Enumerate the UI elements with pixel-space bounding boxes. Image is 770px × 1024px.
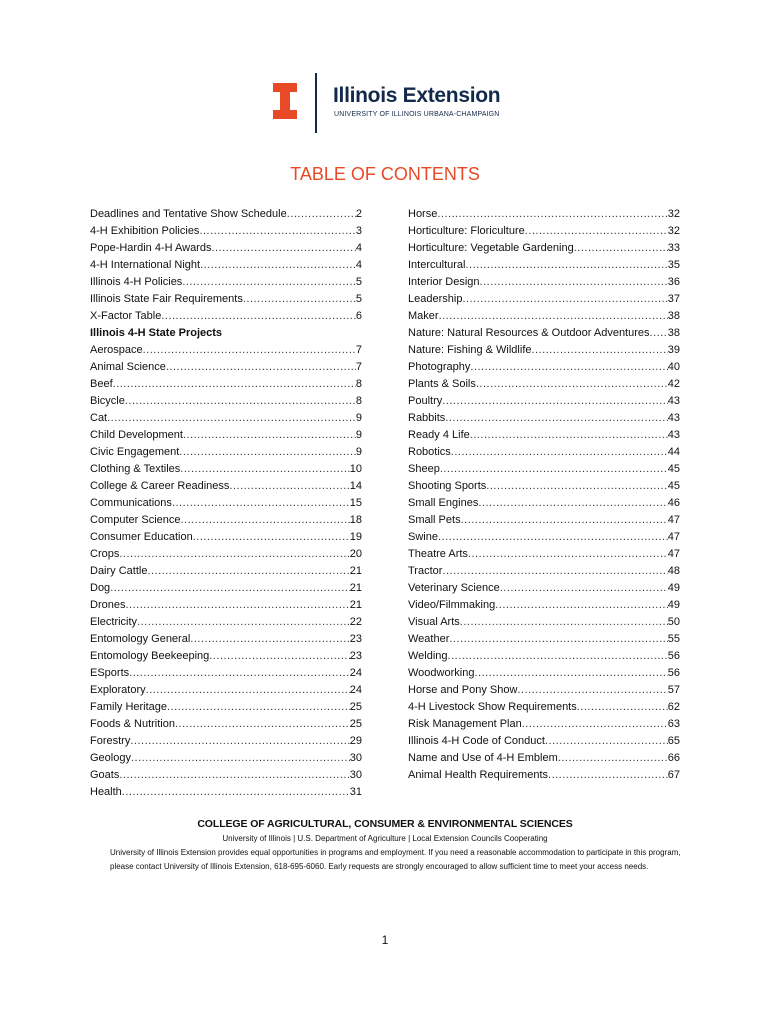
dot-leader	[558, 750, 668, 767]
dot-leader	[449, 631, 667, 648]
toc-entry[interactable]	[408, 223, 680, 240]
toc-entry[interactable]	[408, 750, 680, 767]
toc-entry-page: 36	[667, 276, 680, 288]
page-number: 1	[381, 933, 389, 947]
toc-entry-page: 43	[667, 395, 680, 407]
toc-entry-page: 57	[667, 684, 680, 696]
toc-entry-page: 37	[667, 293, 680, 305]
brand-name: Illinois Extension	[333, 84, 501, 107]
dot-leader	[461, 512, 668, 529]
toc-entry-page: 67	[667, 769, 680, 781]
toc-entry-page: 4	[355, 259, 362, 271]
dot-leader	[182, 274, 356, 291]
toc-entry[interactable]	[90, 376, 362, 393]
toc-entry-label: Weather	[408, 633, 450, 645]
toc-entry[interactable]	[408, 512, 680, 529]
toc-entry-label: Dog	[90, 582, 111, 594]
toc-entry-label: Name and Use of 4-H Emblem	[408, 752, 558, 764]
toc-entry-label: Animal Health Requirements	[408, 769, 549, 781]
toc-entry-page: 7	[355, 361, 362, 373]
dot-leader	[468, 546, 668, 563]
page-title: TABLE OF CONTENTS	[290, 164, 480, 184]
toc-entry-page: 5	[355, 293, 362, 305]
toc-entry-page: 47	[667, 531, 680, 543]
toc-entry-page: 56	[667, 650, 680, 662]
dot-leader	[532, 342, 668, 359]
dot-leader	[172, 495, 350, 512]
dot-leader	[211, 240, 355, 257]
dot-leader	[125, 597, 349, 614]
dot-leader	[480, 274, 668, 291]
toc-entry-label: Horticulture: Floriculture	[408, 225, 525, 237]
toc-entry[interactable]	[90, 444, 362, 461]
toc-entry-label: Robotics	[408, 446, 451, 458]
toc-entry-page: 45	[667, 463, 680, 475]
toc-entry[interactable]	[90, 223, 362, 240]
dot-leader	[209, 648, 350, 665]
toc-entry[interactable]	[90, 427, 362, 444]
dot-leader	[495, 597, 668, 614]
toc-entry-page: 18	[349, 514, 362, 526]
toc-entry[interactable]	[408, 614, 680, 631]
toc-entry[interactable]	[408, 733, 680, 750]
toc-entry[interactable]	[90, 563, 362, 580]
toc-entry-label: Theatre Arts	[408, 548, 468, 560]
dot-leader	[548, 767, 668, 784]
dot-leader	[522, 716, 668, 733]
toc-entry-label: Interior Design	[408, 276, 480, 288]
toc-entry-label: Cat	[90, 412, 108, 424]
dot-leader	[183, 427, 356, 444]
toc-right-column	[408, 206, 680, 784]
toc-entry[interactable]	[90, 206, 362, 223]
dot-leader	[545, 733, 668, 750]
dot-leader	[166, 359, 356, 376]
toc-entry-label: Horse	[408, 208, 438, 220]
dot-leader	[161, 308, 356, 325]
toc-entry[interactable]	[90, 342, 362, 359]
toc-entry-page: 63	[667, 718, 680, 730]
dot-leader	[119, 546, 349, 563]
toc-entry-page: 43	[667, 429, 680, 441]
toc-entry-label: Electricity	[90, 616, 138, 628]
toc-entry-label: Consumer Education	[90, 531, 193, 543]
toc-entry-label: Horse and Pony Show	[408, 684, 518, 696]
toc-entry-page: 43	[667, 412, 680, 424]
dot-leader	[500, 580, 668, 597]
toc-entry-label: 4-H Livestock Show Requirements	[408, 701, 577, 713]
toc-entry[interactable]	[408, 716, 680, 733]
toc-entry-label: Poultry	[408, 395, 443, 407]
toc-entry-page: 8	[355, 378, 362, 390]
toc-entry-page: 5	[355, 276, 362, 288]
dot-leader	[525, 223, 668, 240]
toc-entry-label: Child Development	[90, 429, 183, 441]
toc-entry-label: Leadership	[408, 293, 463, 305]
toc-entry[interactable]	[408, 325, 680, 342]
toc-entry-label: Goats	[90, 769, 120, 781]
dot-leader	[478, 495, 667, 512]
toc-entry-label: Drones	[90, 599, 126, 611]
toc-entry-page: 23	[349, 650, 362, 662]
logo-divider	[315, 73, 317, 133]
toc-entry[interactable]	[408, 461, 680, 478]
toc-entry[interactable]	[90, 359, 362, 376]
toc-entry[interactable]	[408, 359, 680, 376]
toc-entry-label: Horticulture: Vegetable Gardening	[408, 242, 574, 254]
toc-entry-page: 40	[667, 361, 680, 373]
toc-entry-label: Veterinary Science	[408, 582, 500, 594]
dot-leader	[486, 478, 667, 495]
dot-leader	[200, 257, 356, 274]
toc-entry-page: 48	[667, 565, 680, 577]
dot-leader	[470, 427, 668, 444]
toc-entry-label: Forestry	[90, 735, 131, 747]
dot-leader	[470, 359, 667, 376]
toc-entry-page: 25	[349, 718, 362, 730]
toc-entry-page: 20	[349, 548, 362, 560]
toc-entry-page: 56	[667, 667, 680, 679]
toc-entry-label: Health	[90, 786, 122, 798]
toc-entry-page: 66	[667, 752, 680, 764]
dot-leader	[122, 784, 350, 801]
toc-entry[interactable]	[90, 240, 362, 257]
toc-entry-label: Visual Arts	[408, 616, 460, 628]
dot-leader	[460, 614, 668, 631]
toc-entry-label: Ready 4 Life	[408, 429, 470, 441]
toc-entry[interactable]	[408, 342, 680, 359]
toc-entry-page: 21	[349, 582, 362, 594]
dot-leader	[119, 767, 349, 784]
toc-entry-label: Swine	[408, 531, 438, 543]
toc-entry-page: 9	[355, 446, 362, 458]
dot-leader	[451, 444, 668, 461]
toc-entry[interactable]	[90, 631, 362, 648]
toc-entry-label: Tractor	[408, 565, 443, 577]
dot-leader	[179, 444, 356, 461]
toc-entry-page: 9	[355, 429, 362, 441]
toc-entry[interactable]	[408, 257, 680, 274]
toc-entry[interactable]	[90, 308, 362, 325]
toc-entry-label: Shooting Sports	[408, 480, 487, 492]
dot-leader	[474, 665, 667, 682]
dot-leader	[442, 393, 668, 410]
toc-entry-label: College & Career Readiness	[90, 480, 230, 492]
toc-entry-page: 47	[667, 514, 680, 526]
toc-entry[interactable]	[408, 682, 680, 699]
toc-entry-label: Communications	[90, 497, 172, 509]
toc-entry-page: 45	[667, 480, 680, 492]
dot-leader	[113, 376, 356, 393]
toc-entry[interactable]	[90, 410, 362, 427]
toc-entry-label: 4-H International Night	[90, 259, 201, 271]
toc-entry[interactable]	[408, 529, 680, 546]
toc-entry-page: 42	[667, 378, 680, 390]
toc-entry-page: 21	[349, 599, 362, 611]
toc-entry-page: 38	[667, 310, 680, 322]
footer-note: University of Illinois Extension provides equal opportunities in programs and employment. If you need a reasonable accommodation to participate in this program, please contact University of Illinois Extension, 618-695-6060. Early requests are strongly encouraged to allow sufficient time to meet your access needs.	[110, 848, 681, 871]
dot-leader	[199, 223, 355, 240]
toc-entry-page: 38	[667, 327, 680, 339]
dot-leader	[229, 478, 349, 495]
toc-entry-page: 39	[667, 344, 680, 356]
toc-entry-page: 19	[349, 531, 362, 543]
toc-entry[interactable]	[90, 648, 362, 665]
toc-entry-label: Nature: Natural Resources & Outdoor Adventures	[408, 327, 650, 339]
toc-entry-page: 22	[349, 616, 362, 628]
toc-entry[interactable]	[90, 274, 362, 291]
dot-leader	[437, 206, 667, 223]
toc-entry-label: Exploratory	[90, 684, 146, 696]
toc-entry-label: Illinois 4-H Policies	[90, 276, 183, 288]
dot-leader	[180, 461, 349, 478]
toc-entry[interactable]	[408, 240, 680, 257]
dot-leader	[193, 529, 350, 546]
toc-entry-label: ESports	[90, 667, 130, 679]
dot-leader	[440, 461, 668, 478]
toc-entry-label: Aerospace	[90, 344, 143, 356]
toc-entry-label: Computer Science	[90, 514, 181, 526]
toc-entry-page: 25	[349, 701, 362, 713]
toc-entry[interactable]	[408, 291, 680, 308]
toc-entry-page: 10	[349, 463, 362, 475]
footer-heading: COLLEGE OF AGRICULTURAL, CONSUMER & ENVIRONMENTAL SCIENCES	[197, 818, 573, 830]
toc-entry-label: Small Engines	[408, 497, 479, 509]
toc-entry-page: 8	[355, 395, 362, 407]
toc-entry[interactable]	[408, 478, 680, 495]
dot-leader	[445, 410, 667, 427]
dot-leader	[287, 206, 356, 223]
dot-leader	[130, 733, 349, 750]
toc-entry[interactable]	[90, 495, 362, 512]
toc-entry-page: 7	[355, 344, 362, 356]
toc-entry-page: 23	[349, 633, 362, 645]
toc-entry-page: 32	[667, 225, 680, 237]
toc-entry-page: 9	[355, 412, 362, 424]
toc-entry[interactable]	[408, 580, 680, 597]
toc-entry-page: 50	[667, 616, 680, 628]
dot-leader	[465, 257, 667, 274]
toc-entry[interactable]	[408, 393, 680, 410]
dot-leader	[574, 240, 668, 257]
toc-entry-label: Deadlines and Tentative Show Schedule	[90, 208, 287, 220]
toc-entry-page: 35	[667, 259, 680, 271]
toc-entry-page: 32	[667, 208, 680, 220]
dot-leader	[131, 750, 350, 767]
toc-left-column	[90, 206, 362, 801]
toc-entry-page: 4	[355, 242, 362, 254]
dot-leader	[190, 631, 349, 648]
dot-leader	[137, 614, 350, 631]
toc-entry-label: Rabbits	[408, 412, 446, 424]
toc-entry-label: Woodworking	[408, 667, 475, 679]
toc-entry[interactable]	[408, 444, 680, 461]
toc-entry[interactable]	[90, 614, 362, 631]
toc-entry-page: 24	[349, 667, 362, 679]
toc-entry[interactable]	[408, 274, 680, 291]
toc-entry[interactable]	[408, 546, 680, 563]
toc-entry-label: Foods & Nutrition	[90, 718, 175, 730]
toc-entry[interactable]	[90, 716, 362, 733]
toc-entry[interactable]	[408, 410, 680, 427]
dot-leader	[125, 393, 356, 410]
dot-leader	[517, 682, 667, 699]
toc-entry[interactable]	[90, 784, 362, 801]
toc-entry-label: Family Heritage	[90, 701, 168, 713]
toc-entry-label: 4-H Exhibition Policies	[90, 225, 200, 237]
toc-entry[interactable]	[408, 597, 680, 614]
brand-subtitle: UNIVERSITY OF ILLINOIS URBANA-CHAMPAIGN	[334, 111, 500, 118]
toc-entry-page: 21	[349, 565, 362, 577]
toc-entry-page: 31	[349, 786, 362, 798]
toc-entry-label: Plants & Soils	[408, 378, 476, 390]
toc-entry-label: Intercultural	[408, 259, 466, 271]
toc-entry[interactable]	[408, 376, 680, 393]
toc-entry-label: X-Factor Table	[90, 310, 162, 322]
toc-entry[interactable]	[90, 597, 362, 614]
toc-entry-label: Beef	[90, 378, 113, 390]
toc-entry[interactable]	[408, 495, 680, 512]
dot-leader	[439, 308, 668, 325]
toc-entry-label: Crops	[90, 548, 120, 560]
toc-entry[interactable]	[90, 665, 362, 682]
toc-entry-label: Risk Management Plan	[408, 718, 522, 730]
toc-entry-label: Clothing & Textiles	[90, 463, 181, 475]
toc-entry-page: 6	[355, 310, 362, 322]
toc-entry[interactable]	[90, 750, 362, 767]
dot-leader	[650, 325, 668, 342]
toc-entry-page: 49	[667, 599, 680, 611]
toc-entry-label: Video/Filmmaking	[408, 599, 496, 611]
toc-entry-label: Entomology Beekeeping	[90, 650, 210, 662]
block-i-icon	[273, 83, 297, 119]
toc-entry-label: Welding	[408, 650, 448, 662]
dot-leader	[175, 716, 350, 733]
toc-entry-page: 2	[355, 208, 362, 220]
toc-entry-label: Illinois State Fair Requirements	[90, 293, 243, 305]
toc-entry-page: 55	[667, 633, 680, 645]
toc-entry[interactable]	[408, 767, 680, 784]
toc-entry-label: Illinois 4-H Code of Conduct	[408, 735, 545, 747]
toc-entry[interactable]	[408, 631, 680, 648]
toc-entry-page: 65	[667, 735, 680, 747]
dot-leader	[146, 682, 350, 699]
toc-entry[interactable]	[408, 563, 680, 580]
toc-entry-label: Small Pets	[408, 514, 461, 526]
toc-entry[interactable]	[408, 699, 680, 716]
toc-entry[interactable]	[90, 257, 362, 274]
dot-leader	[448, 648, 668, 665]
toc-entry-label: Dairy Cattle	[90, 565, 148, 577]
toc-entry[interactable]	[408, 427, 680, 444]
toc-entry[interactable]	[408, 648, 680, 665]
dot-leader	[143, 342, 356, 359]
toc-entry-label: Bicycle	[90, 395, 125, 407]
toc-entry[interactable]	[90, 393, 362, 410]
dot-leader	[442, 563, 667, 580]
toc-entry[interactable]	[90, 461, 362, 478]
dot-leader	[107, 410, 356, 427]
toc-entry-label: Civic Engagement	[90, 446, 180, 458]
footer-subline: University of Illinois | U.S. Department of Agriculture | Local Extension Councils Cooperating	[222, 834, 548, 843]
toc-entry-page: 62	[667, 701, 680, 713]
toc-entry-page: 30	[349, 752, 362, 764]
toc-entry[interactable]	[90, 682, 362, 699]
toc-entry-page: 47	[667, 548, 680, 560]
toc-entry[interactable]	[90, 767, 362, 784]
toc-entry-label: Animal Science	[90, 361, 166, 373]
toc-entry-page: 3	[355, 225, 362, 237]
dot-leader	[129, 665, 350, 682]
toc-entry-page: 24	[349, 684, 362, 696]
dot-leader	[438, 529, 668, 546]
toc-entry[interactable]	[90, 546, 362, 563]
toc-entry-page: 44	[667, 446, 680, 458]
toc-entry-page: 33	[667, 242, 680, 254]
toc-entry-page: 46	[667, 497, 680, 509]
toc-entry-label: Sheep	[408, 463, 440, 475]
toc-entry-label: Photography	[408, 361, 471, 373]
dot-leader	[110, 580, 350, 597]
toc-entry-label: Entomology General	[90, 633, 191, 645]
toc-entry[interactable]	[408, 206, 680, 223]
toc-entry-page: 15	[349, 497, 362, 509]
dot-leader	[147, 563, 349, 580]
toc-entry-label: Geology	[90, 752, 131, 764]
toc-entry[interactable]	[90, 529, 362, 546]
toc-entry[interactable]	[90, 733, 362, 750]
toc-entry-page: 14	[349, 480, 362, 492]
illinois-extension-logo	[270, 73, 630, 135]
dot-leader	[243, 291, 356, 308]
dot-leader	[462, 291, 667, 308]
dot-leader	[577, 699, 668, 716]
toc-entry[interactable]	[90, 699, 362, 716]
toc-entry-label: Nature: Fishing & Wildlife	[408, 344, 532, 356]
dot-leader	[476, 376, 668, 393]
toc-entry[interactable]	[90, 478, 362, 495]
toc-entry[interactable]	[90, 512, 362, 529]
dot-leader	[181, 512, 350, 529]
toc-entry-page: 29	[349, 735, 362, 747]
toc-entry[interactable]	[90, 580, 362, 597]
toc-entry[interactable]	[408, 308, 680, 325]
dot-leader	[167, 699, 350, 716]
toc-entry[interactable]	[408, 665, 680, 682]
section-heading: Illinois 4-H State Projects	[90, 327, 223, 339]
toc-entry-label: Maker	[408, 310, 439, 322]
toc-entry-page: 49	[667, 582, 680, 594]
toc-entry-page: 30	[349, 769, 362, 781]
toc-entry[interactable]	[90, 291, 362, 308]
toc-entry-label: Pope-Hardin 4-H Awards	[90, 242, 212, 254]
